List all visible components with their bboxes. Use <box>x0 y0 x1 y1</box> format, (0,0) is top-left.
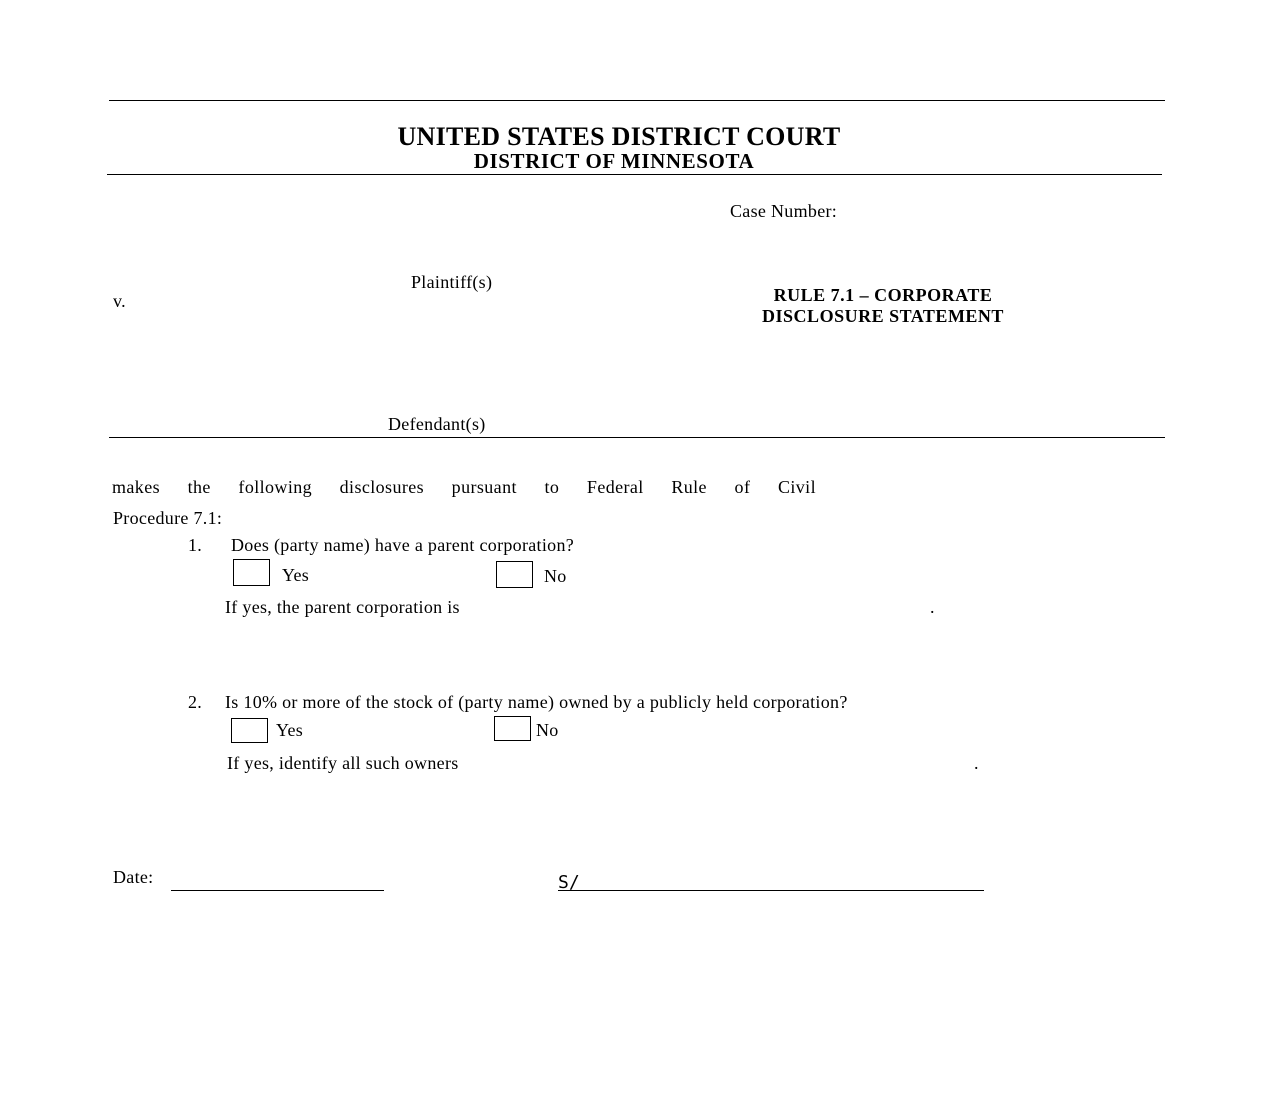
signature-prefix: S/ <box>558 872 580 893</box>
question-1-end-mark: . <box>930 597 935 617</box>
question-2-number: 2. <box>188 692 203 712</box>
question-2-text: Is 10% or more of the stock of (party name) owned by a publicly held corporation? <box>225 692 848 712</box>
question-2-answer-field[interactable] <box>560 753 965 775</box>
rule-title <box>700 285 1066 327</box>
court-title: UNITED STATES DISTRICT COURT <box>397 122 841 151</box>
signature-field[interactable] <box>558 890 984 891</box>
question-1-no-label: No <box>544 566 567 586</box>
district-title: DISTRICT OF MINNESOTA <box>473 149 755 173</box>
question-1-answer-field[interactable] <box>545 597 925 619</box>
question-2-no-checkbox[interactable] <box>494 716 531 741</box>
question-2-yes-label: Yes <box>276 720 304 740</box>
question-2-yes-checkbox[interactable] <box>231 718 268 743</box>
question-1-yes-checkbox[interactable] <box>233 559 270 586</box>
question-1-follow-up: If yes, the parent corporation is <box>225 597 460 617</box>
case-number-label: Case Number: <box>730 201 838 221</box>
date-field[interactable] <box>171 890 384 891</box>
versus-label: v. <box>113 291 126 311</box>
question-1-no-checkbox[interactable] <box>496 561 533 588</box>
intro-line1: makes the following disclosures pursuant to Federal Rule of Civil <box>112 477 816 497</box>
intro-line2: Procedure 7.1: <box>113 508 223 528</box>
question-2-end-mark: . <box>974 753 979 773</box>
header-bottom-rule <box>107 174 1162 175</box>
rule-title-line2: DISCLOSURE STATEMENT <box>762 306 1004 326</box>
question-2-follow-up: If yes, identify all such owners <box>227 753 459 773</box>
rule-title-line1: RULE 7.1 – CORPORATE <box>773 285 993 305</box>
top-rule <box>109 100 1165 101</box>
date-label: Date: <box>113 867 154 887</box>
defendant-label: Defendant(s) <box>388 414 486 434</box>
question-2-no-label: No <box>536 720 559 740</box>
question-1-yes-label: Yes <box>282 565 310 585</box>
caption-bottom-rule <box>109 437 1165 438</box>
question-1-text: Does (party name) have a parent corporation? <box>231 535 575 555</box>
question-1-number: 1. <box>188 535 203 555</box>
plaintiff-label: Plaintiff(s) <box>411 272 493 292</box>
